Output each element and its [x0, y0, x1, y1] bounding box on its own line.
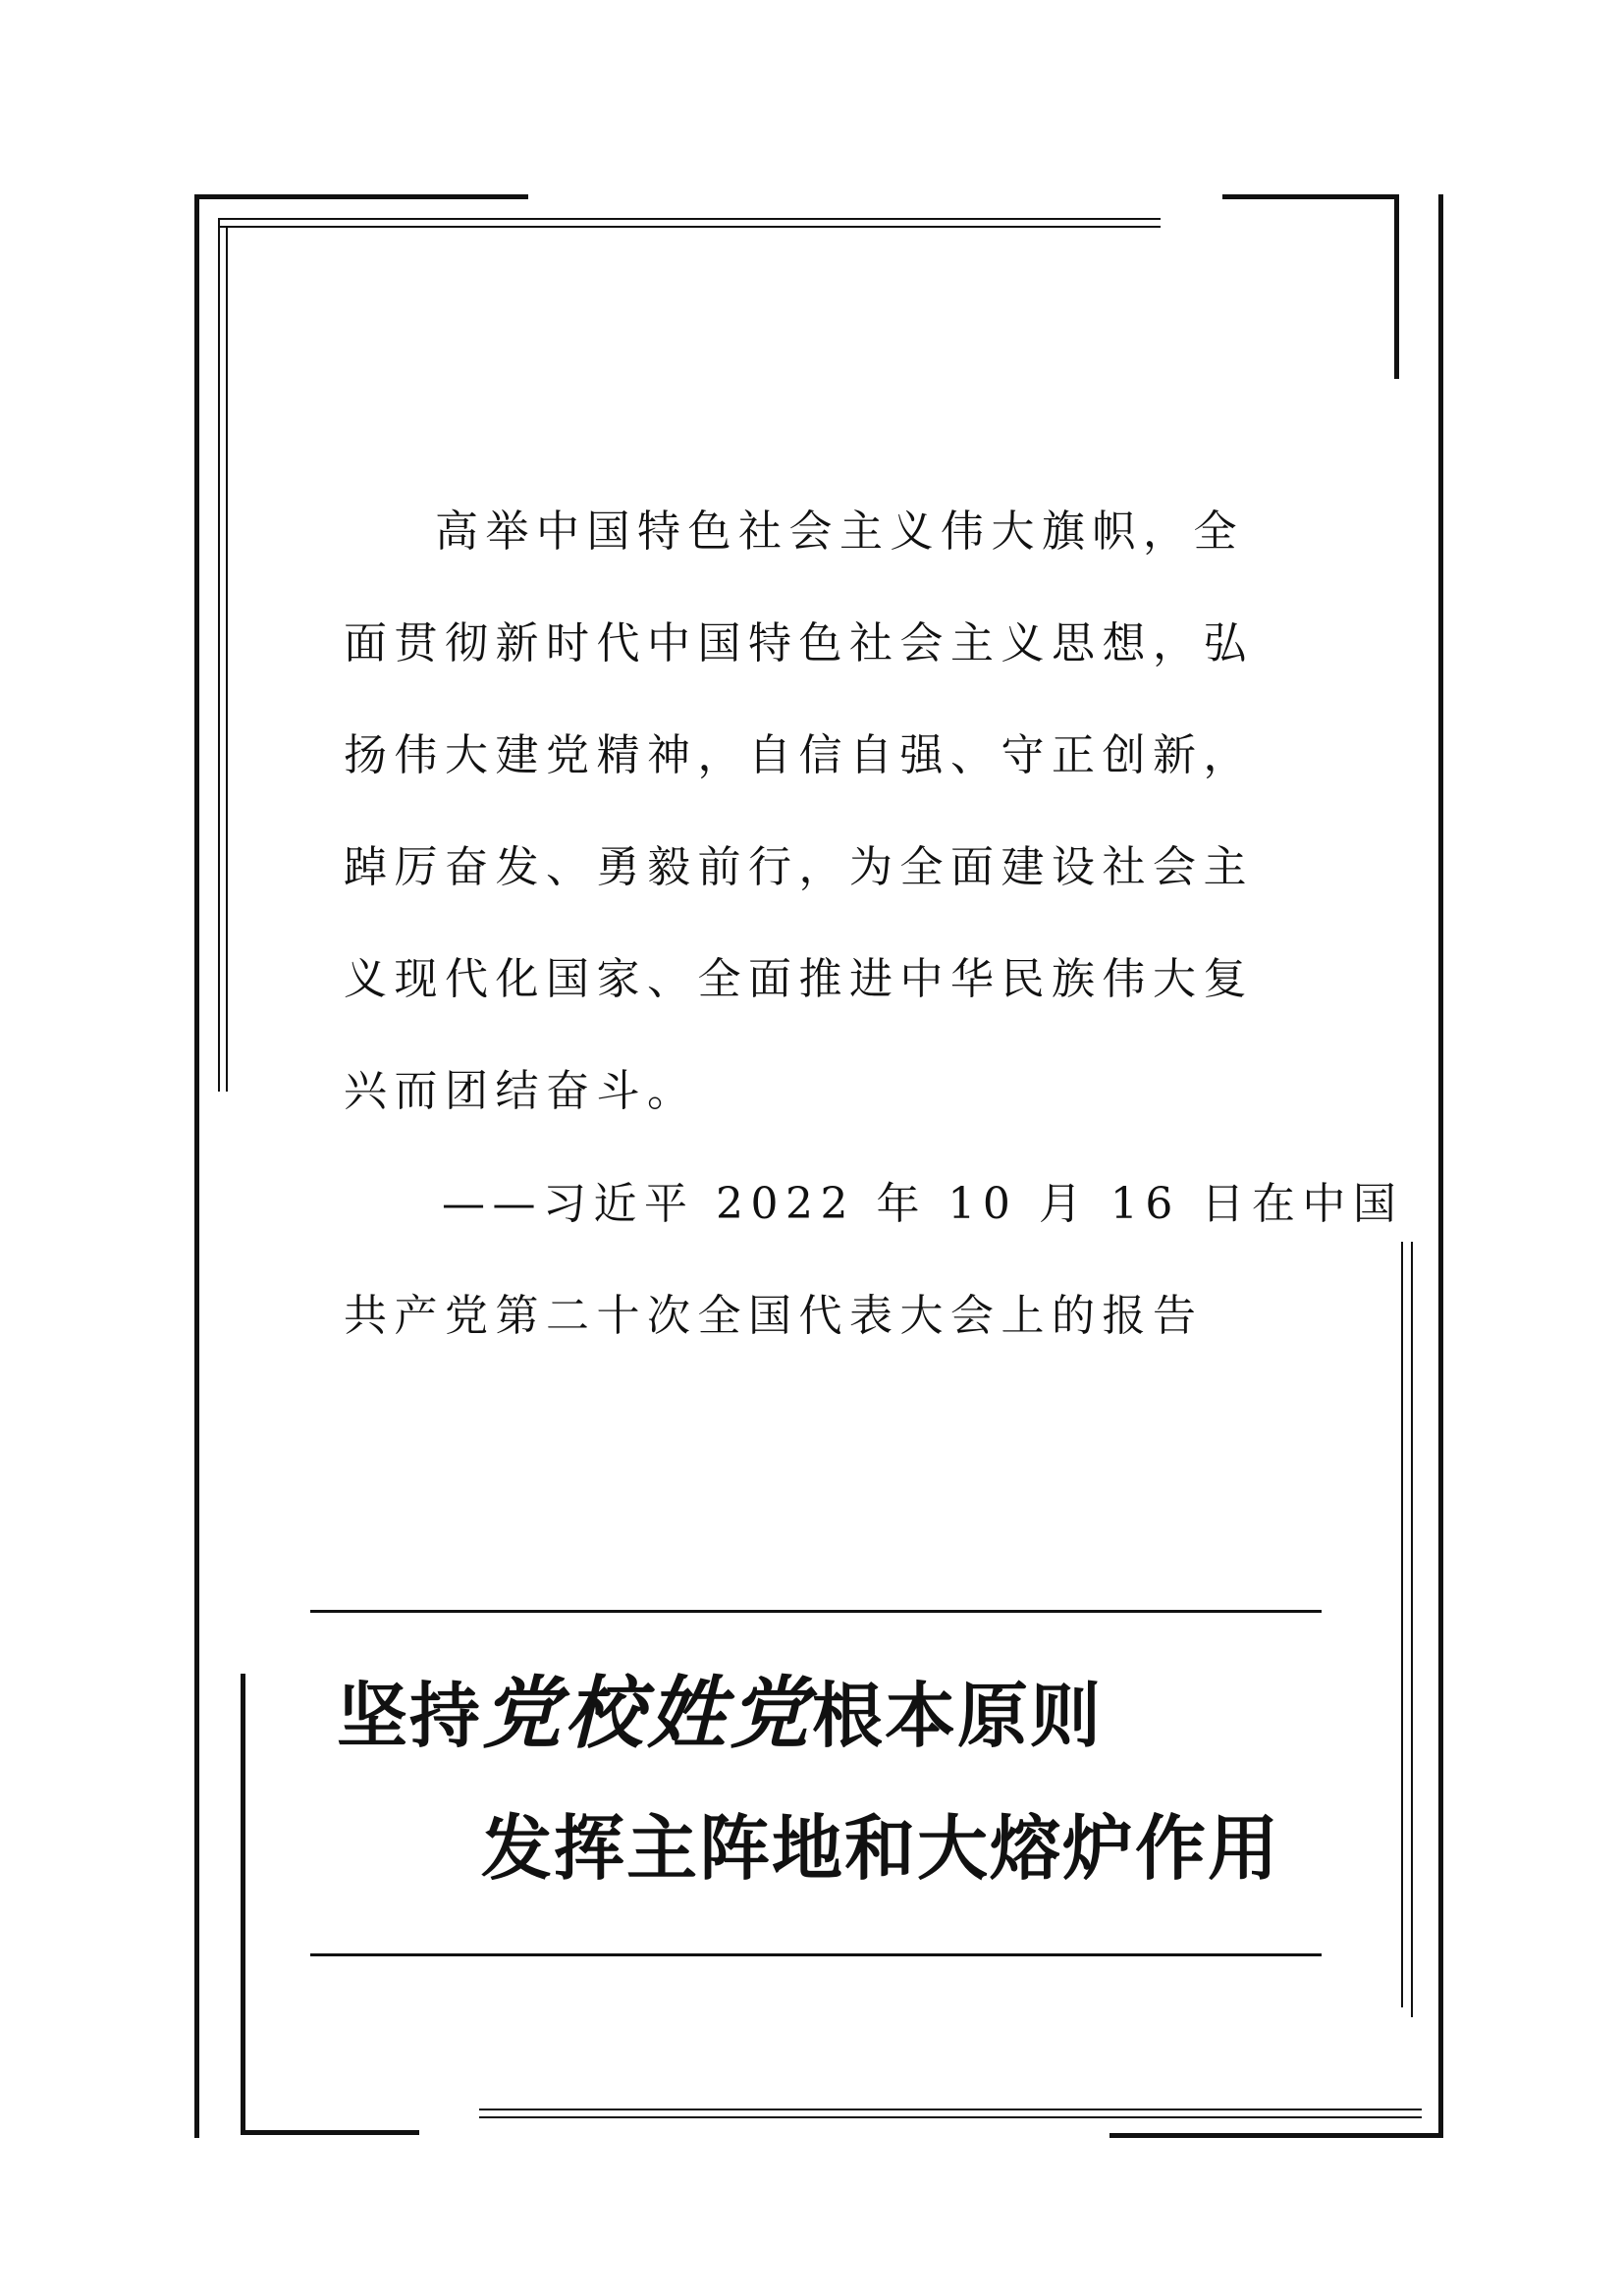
frame-line — [218, 218, 1161, 220]
frame-line — [1109, 2133, 1443, 2138]
frame-line — [1411, 1242, 1413, 2017]
frame-line — [479, 2109, 1422, 2110]
frame-line — [218, 226, 1161, 228]
page-title-line1 — [337, 1669, 1103, 1760]
title-rule-top — [310, 1610, 1322, 1613]
title-rule-bottom — [310, 1953, 1322, 1956]
title-text: 坚持 — [337, 1675, 483, 1757]
frame-line — [1438, 194, 1443, 2138]
frame-line — [226, 226, 228, 1092]
quote-line: 高举中国特色社会主义伟大旗帜，全 — [435, 507, 1244, 557]
quote-attribution: 共产党第二十次全国代表大会上的报告 — [344, 1291, 1204, 1341]
frame-line — [479, 2116, 1422, 2118]
frame-line — [241, 1674, 245, 2135]
title-text: 根本原则 — [812, 1675, 1104, 1757]
quote-line: 面贯彻新时代中国特色社会主义思想，弘 — [344, 618, 1254, 668]
quote-line: 义现代化国家、全面推进中华民族伟大复 — [344, 954, 1254, 1004]
title-emphasis: 党校姓党 — [482, 1667, 813, 1759]
quote-attribution: ——习近平 2022 年 10 月 16 日在中国 — [442, 1179, 1404, 1229]
frame-line — [218, 218, 220, 1092]
frame-line — [1394, 194, 1399, 379]
quote-line: 兴而团结奋斗。 — [344, 1066, 698, 1116]
frame-line — [241, 2130, 419, 2135]
frame-line — [194, 194, 199, 2138]
quote-line: 扬伟大建党精神，自信自强、守正创新， — [344, 730, 1254, 780]
frame-line — [1401, 1242, 1403, 2007]
page-title-line2: 发挥主阵地和大熔炉作用 — [481, 1807, 1281, 1890]
frame-line — [1222, 194, 1399, 199]
frame-line — [194, 194, 528, 199]
quote-line: 踔厉奋发、勇毅前行，为全面建设社会主 — [344, 842, 1254, 892]
